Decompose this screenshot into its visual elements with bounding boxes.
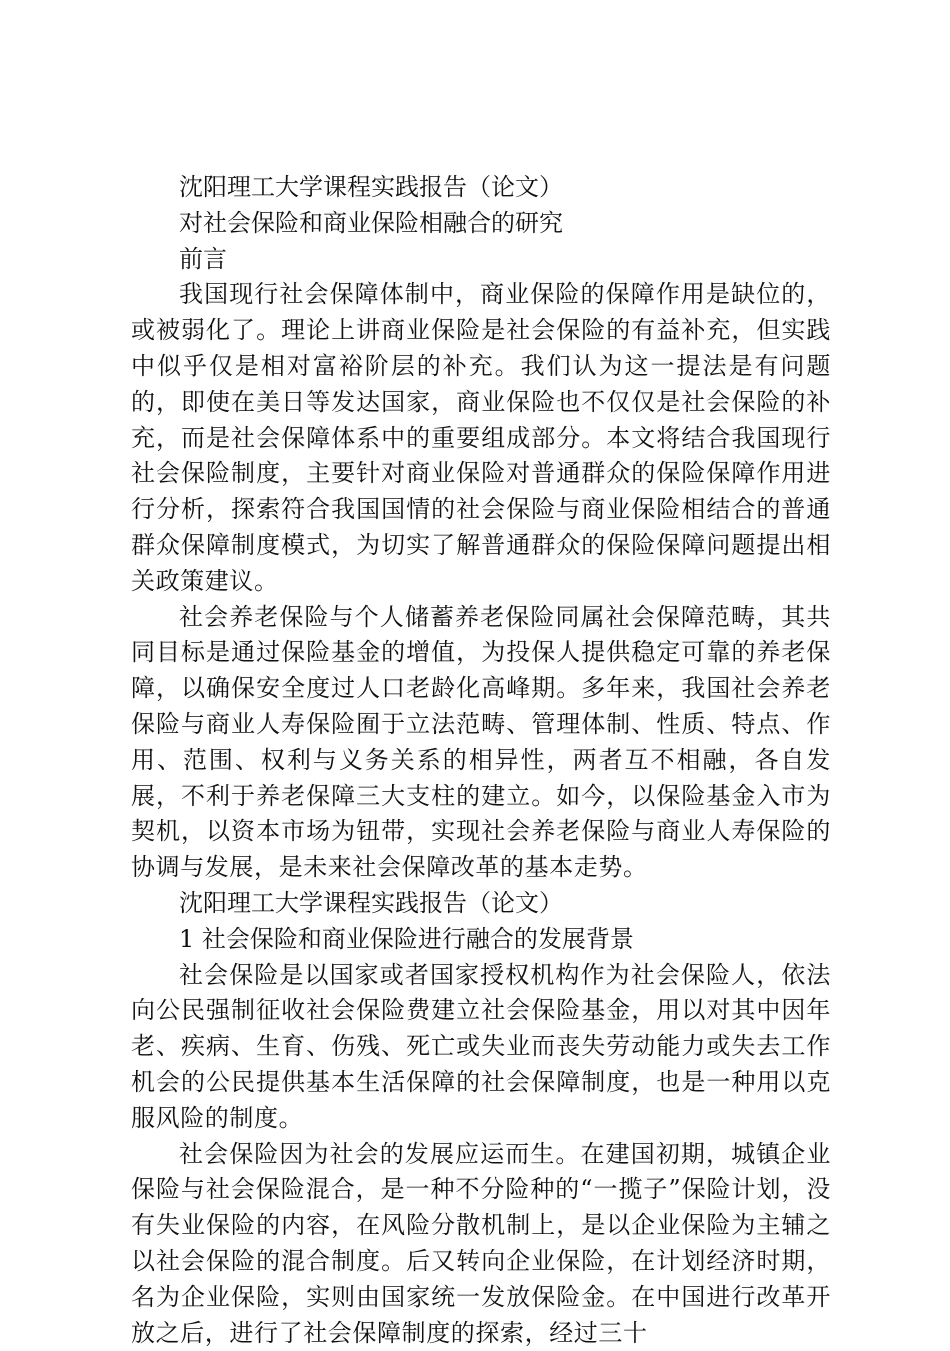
- preface-heading: 前言: [179, 244, 227, 273]
- preface-paragraph-1: 我国现行社会保障体制中，商业保险的保障作用是缺位的，或被弱化了。理论上讲商业保险是社会保险的有益补充，但实践中似乎仅是相对富裕阶层的补充。我们认为这一提法是有问题的，即使在美日等发达国家，商业保险也不仅仅是社会保险的补充，而是社会保障体系中的重要组成部分。本文将结合我国现行社会保险制度，主要针对商业保险对普通群众的保险保障作用进行分析，探索符合我国国情的社会保险与商业保险相结合的普通群众保障制度模式，为切实了解普通群众的保险保障问题提出相关政策建议。: [131, 280, 831, 595]
- preface-paragraph-2: 社会养老保险与个人储蓄养老保险同属社会保障范畴，其共同目标是通过保险基金的增值，为投保人提供稳定可靠的养老保障，以确保安全度过人口老龄化高峰期。多年来，我国社会养老保险与商业人寿保险囿于立法范畴、管理体制、性质、特点、作用、范围、权利与义务关系的相异性，两者互不相融，各自发展，不利于养老保障三大支柱的建立。如今，以保险基金入市为契机，以资本市场为钮带，实现社会养老保险与商业人寿保险的协调与发展，是未来社会保障改革的基本走势。: [131, 602, 831, 882]
- report-header-repeat: 沈阳理工大学课程实践报告（论文）: [179, 888, 563, 917]
- section-1-paragraph-2: 社会保险因为社会的发展应运而生。在建国初期，城镇企业保险与社会保险混合，是一种不分险种的“一揽子”保险计划，没有失业保险的内容，在风险分散机制上，是以企业保险为主辅之以社会保险的混合制度。后又转向企业保险，在计划经济时期，名为企业保险，实则由国家统一发放保险金。在中国进行改革开放之后，进行了社会保障制度的探索，经过三十: [131, 1139, 831, 1347]
- report-header: 沈阳理工大学课程实践报告（论文）: [179, 173, 563, 201]
- section-1-heading: 1 社会保险和商业保险进行融合的发展背景: [179, 924, 634, 953]
- section-1-paragraph-1: 社会保险是以国家或者国家授权机构作为社会保险人，依法向公民强制征收社会保险费建立社会保险基金，用以对其中因年老、疾病、生育、伤残、死亡或失业而丧失劳动能力或失去工作机会的公民提供基本生活保障的社会保障制度，也是一种用以克服风险的制度。: [131, 960, 831, 1132]
- document-page: [131, 170, 831, 1351]
- document-title: 对社会保险和商业保险相融合的研究: [179, 208, 563, 237]
